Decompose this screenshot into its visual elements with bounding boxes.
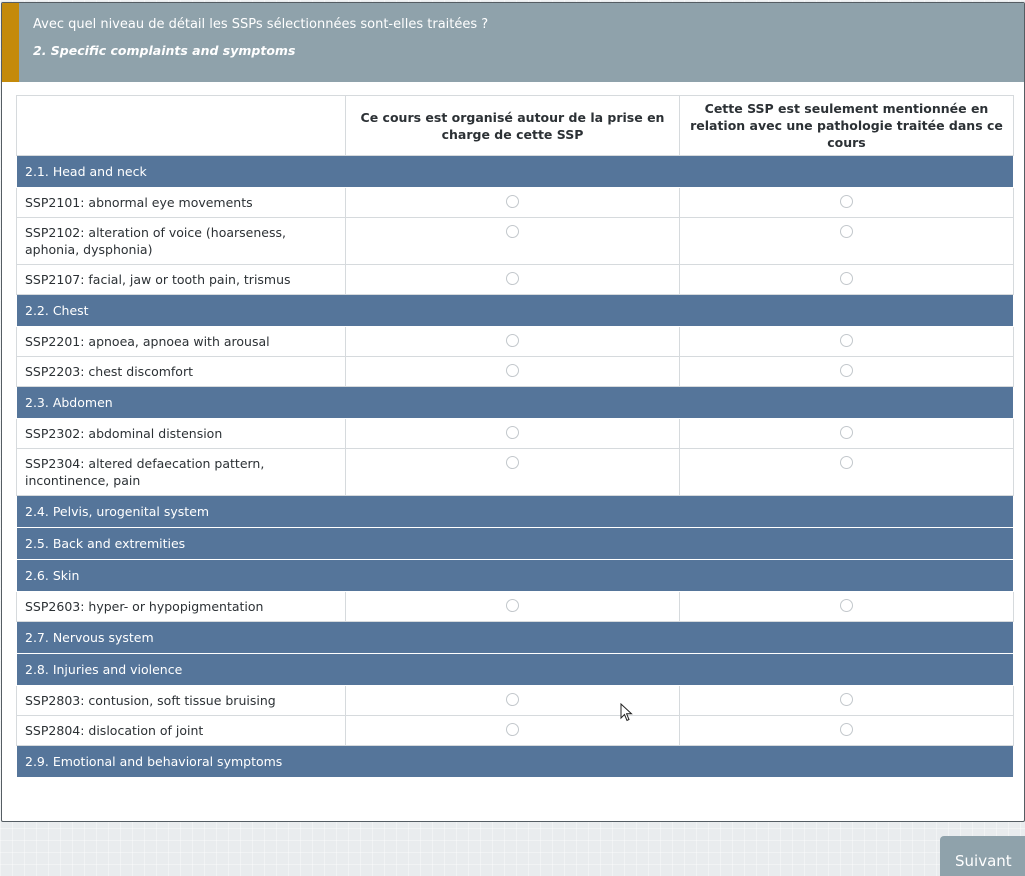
radio-mentioned[interactable] bbox=[840, 225, 853, 238]
radio-cell-mentioned bbox=[680, 265, 1014, 295]
radio-cell-organized bbox=[346, 419, 680, 449]
symptom-row bbox=[17, 327, 1014, 357]
question-subtitle: 2. Specific complaints and symptoms bbox=[33, 43, 296, 58]
symptom-row bbox=[17, 592, 1014, 622]
grid-header-empty bbox=[17, 96, 346, 156]
symptom-row bbox=[17, 449, 1014, 496]
radio-cell-mentioned bbox=[680, 357, 1014, 387]
symptom-label: SSP2803: contusion, soft tissue bruising bbox=[17, 686, 346, 716]
radio-cell-organized bbox=[346, 357, 680, 387]
radio-cell-mentioned bbox=[680, 592, 1014, 622]
group-header-label: 2.2. Chest bbox=[17, 295, 1014, 327]
symptom-label: SSP2203: chest discomfort bbox=[17, 357, 346, 387]
radio-organized[interactable] bbox=[506, 599, 519, 612]
symptom-label: SSP2201: apnoea, apnoea with arousal bbox=[17, 327, 346, 357]
question-text: Avec quel niveau de détail les SSPs sélectionnées sont-elles traitées ? bbox=[33, 17, 489, 32]
radio-cell-mentioned bbox=[680, 716, 1014, 746]
symptom-row bbox=[17, 188, 1014, 218]
next-button[interactable]: Suivant bbox=[940, 836, 1025, 876]
radio-organized[interactable] bbox=[506, 225, 519, 238]
grid-header-row bbox=[17, 96, 1014, 156]
radio-organized[interactable] bbox=[506, 364, 519, 377]
question-header bbox=[2, 3, 1024, 82]
radio-mentioned[interactable] bbox=[840, 195, 853, 208]
group-header-label: 2.1. Head and neck bbox=[17, 156, 1014, 188]
column-header-mentioned: Cette SSP est seulement mentionnée en relation avec une pathologie traitée dans ce cours bbox=[680, 96, 1014, 156]
group-header-row bbox=[17, 387, 1014, 419]
answer-grid bbox=[16, 95, 1014, 778]
radio-mentioned[interactable] bbox=[840, 334, 853, 347]
symptom-row bbox=[17, 716, 1014, 746]
group-header-row bbox=[17, 746, 1014, 778]
radio-mentioned[interactable] bbox=[840, 456, 853, 469]
symptom-label: SSP2804: dislocation of joint bbox=[17, 716, 346, 746]
group-header-label: 2.7. Nervous system bbox=[17, 622, 1014, 654]
symptom-row bbox=[17, 686, 1014, 716]
radio-organized[interactable] bbox=[506, 195, 519, 208]
symptom-label: SSP2102: alteration of voice (hoarseness, aphonia, dysphonia) bbox=[17, 218, 346, 265]
radio-cell-organized bbox=[346, 188, 680, 218]
group-header-row bbox=[17, 528, 1014, 560]
symptom-row bbox=[17, 265, 1014, 295]
header-accent-bar bbox=[2, 3, 19, 82]
radio-cell-mentioned bbox=[680, 449, 1014, 496]
symptom-label: SSP2304: altered defaecation pattern, incontinence, pain bbox=[17, 449, 346, 496]
radio-cell-organized bbox=[346, 327, 680, 357]
group-header-row bbox=[17, 496, 1014, 528]
radio-mentioned[interactable] bbox=[840, 426, 853, 439]
group-header-label: 2.5. Back and extremities bbox=[17, 528, 1014, 560]
group-header-row bbox=[17, 622, 1014, 654]
radio-cell-organized bbox=[346, 449, 680, 496]
symptom-label: SSP2302: abdominal distension bbox=[17, 419, 346, 449]
radio-organized[interactable] bbox=[506, 693, 519, 706]
question-card bbox=[1, 2, 1025, 822]
symptom-label: SSP2107: facial, jaw or tooth pain, trismus bbox=[17, 265, 346, 295]
radio-cell-organized bbox=[346, 265, 680, 295]
column-header-organized: Ce cours est organisé autour de la prise en charge de cette SSP bbox=[346, 96, 680, 156]
radio-organized[interactable] bbox=[506, 272, 519, 285]
radio-cell-mentioned bbox=[680, 686, 1014, 716]
symptom-label: SSP2101: abnormal eye movements bbox=[17, 188, 346, 218]
radio-cell-organized bbox=[346, 218, 680, 265]
radio-mentioned[interactable] bbox=[840, 599, 853, 612]
group-header-label: 2.8. Injuries and violence bbox=[17, 654, 1014, 686]
radio-mentioned[interactable] bbox=[840, 723, 853, 736]
symptom-row bbox=[17, 218, 1014, 265]
symptom-label: SSP2603: hyper- or hypopigmentation bbox=[17, 592, 346, 622]
group-header-label: 2.9. Emotional and behavioral symptoms bbox=[17, 746, 1014, 778]
group-header-row bbox=[17, 295, 1014, 327]
radio-mentioned[interactable] bbox=[840, 693, 853, 706]
group-header-row bbox=[17, 156, 1014, 188]
radio-cell-mentioned bbox=[680, 218, 1014, 265]
symptom-row bbox=[17, 357, 1014, 387]
group-header-row bbox=[17, 560, 1014, 592]
radio-cell-mentioned bbox=[680, 419, 1014, 449]
mouse-cursor-icon bbox=[620, 703, 634, 723]
radio-organized[interactable] bbox=[506, 456, 519, 469]
symptom-row bbox=[17, 419, 1014, 449]
grid-body bbox=[17, 156, 1014, 778]
radio-organized[interactable] bbox=[506, 426, 519, 439]
radio-mentioned[interactable] bbox=[840, 272, 853, 285]
group-header-row bbox=[17, 654, 1014, 686]
radio-cell-mentioned bbox=[680, 188, 1014, 218]
radio-mentioned[interactable] bbox=[840, 364, 853, 377]
radio-organized[interactable] bbox=[506, 723, 519, 736]
group-header-label: 2.4. Pelvis, urogenital system bbox=[17, 496, 1014, 528]
radio-cell-mentioned bbox=[680, 327, 1014, 357]
radio-cell-organized bbox=[346, 592, 680, 622]
group-header-label: 2.3. Abdomen bbox=[17, 387, 1014, 419]
group-header-label: 2.6. Skin bbox=[17, 560, 1014, 592]
radio-organized[interactable] bbox=[506, 334, 519, 347]
